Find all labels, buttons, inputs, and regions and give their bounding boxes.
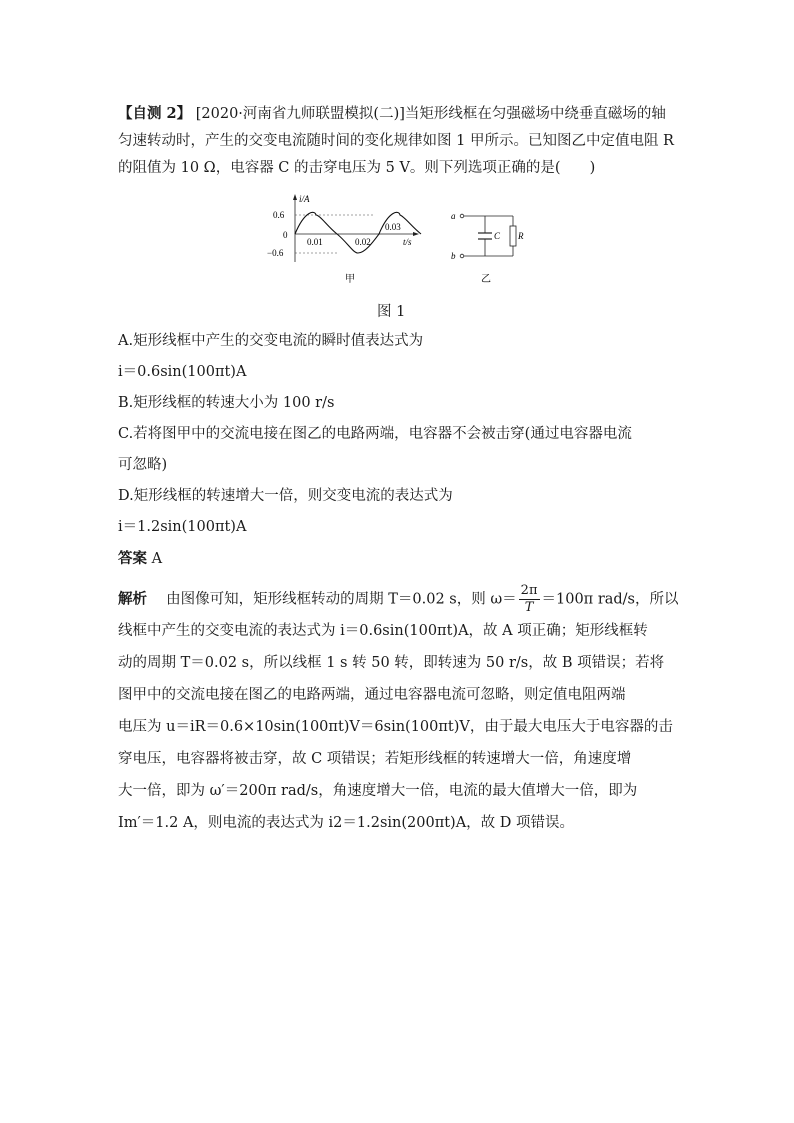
tick-003: 0.03 xyxy=(385,222,401,232)
terminal-a xyxy=(460,214,464,218)
caption-jia: 甲 xyxy=(345,274,355,285)
option-d-text: D.矩形线框的转速增大一倍，则交变电流的表达式为 xyxy=(118,488,453,504)
analysis-line-1: 解析 由图像可知，矩形线框转动的周期 T＝0.02 s，则 ω＝ $\frac{2\pi}{T}$ ＝100π rad/s，所以 xyxy=(118,583,679,615)
answer xyxy=(118,548,162,570)
analysis-line-4: 图甲中的交流电接在图乙的电路两端，通过电容器电流可忽略，则定值电阻两端 xyxy=(118,687,626,703)
figure xyxy=(255,190,525,290)
analysis-label: 解析 xyxy=(118,590,147,608)
analysis-line-6: 穿电压，电容器将被击穿，故 C 项错误；若矩形线框的转速增大一倍，角速度增 xyxy=(118,751,632,767)
tick-neg: −0.6 xyxy=(267,248,284,258)
question-tag: 【自测 2】 xyxy=(118,105,192,122)
analysis-line-8: Im′＝1.2 A，则电流的表达式为 i2＝1.2sin(200πt)A，故 D 项错误。 xyxy=(118,815,575,831)
capacitor-label: C xyxy=(494,231,501,241)
x-axis-label: t/s xyxy=(403,237,412,247)
question-text: 当矩形线框在匀强磁场中绕垂直磁场的轴匀速转动时，产生的交变电流随时间的变化规律如图 1 甲所示。已知图乙中定值电阻 R 的阻值为 10 Ω，电容器 C 的击穿电压为 5 V。则下列选项正确的是( ) xyxy=(118,106,674,176)
question-source: [2020·河南省九师联盟模拟(二)] xyxy=(195,106,405,122)
question-stem xyxy=(118,100,678,182)
answer-label: 答案 xyxy=(118,550,147,567)
tick-pos: 0.6 xyxy=(273,210,285,220)
analysis-line-2: 线框中产生的交变电流的表达式为 i＝0.6sin(100πt)A，故 A 项正确；矩形线框转 xyxy=(118,623,648,639)
figure-caption: 图 1 xyxy=(377,304,406,320)
y-axis-arrow xyxy=(293,194,297,200)
analysis-line-7: 大一倍，即为 ω′＝200π rad/s，角速度增大一倍，电流的最大值增大一倍，即为 xyxy=(118,783,638,799)
figure-svg xyxy=(255,190,525,290)
omega-fraction: $\frac{2\pi}{T}$ xyxy=(520,583,538,615)
tick-002: 0.02 xyxy=(355,237,371,247)
option-c-line2: 可忽略) xyxy=(118,457,168,473)
resistor xyxy=(510,226,516,246)
answer-value: A xyxy=(151,551,163,567)
analysis-line-3: 动的周期 T＝0.02 s，所以线框 1 s 转 50 转，即转速为 50 r/s，故 B 项错误；若将 xyxy=(118,655,665,671)
option-b: B.矩形线框的转速大小为 100 r/s xyxy=(118,395,335,411)
tick-zero: 0 xyxy=(283,230,288,240)
option-a-text: A.矩形线框中产生的交变电流的瞬时值表达式为 xyxy=(118,333,424,349)
y-axis-label: i/A xyxy=(299,194,310,204)
x-axis-arrow xyxy=(413,232,419,236)
terminal-a-label: a xyxy=(451,211,456,221)
tick-001: 0.01 xyxy=(307,237,323,247)
option-d-formula: i＝1.2sin(100πt)A xyxy=(118,519,247,535)
terminal-b-label: b xyxy=(451,251,456,261)
option-a-formula: i＝0.6sin(100πt)A xyxy=(118,364,247,380)
circuit-yi xyxy=(451,211,524,285)
analysis-line-5: 电压为 u＝iR＝0.6×10sin(100πt)V＝6sin(100πt)V，由于最大电压大于电容器的击 xyxy=(118,719,673,735)
option-c-line1: C.若将图甲中的交流电接在图乙的电路两端，电容器不会被击穿(通过电容器电流 xyxy=(118,426,632,442)
caption-yi: 乙 xyxy=(481,274,491,285)
resistor-label: R xyxy=(518,231,524,241)
graph-jia xyxy=(267,194,421,285)
terminal-b xyxy=(460,254,464,258)
